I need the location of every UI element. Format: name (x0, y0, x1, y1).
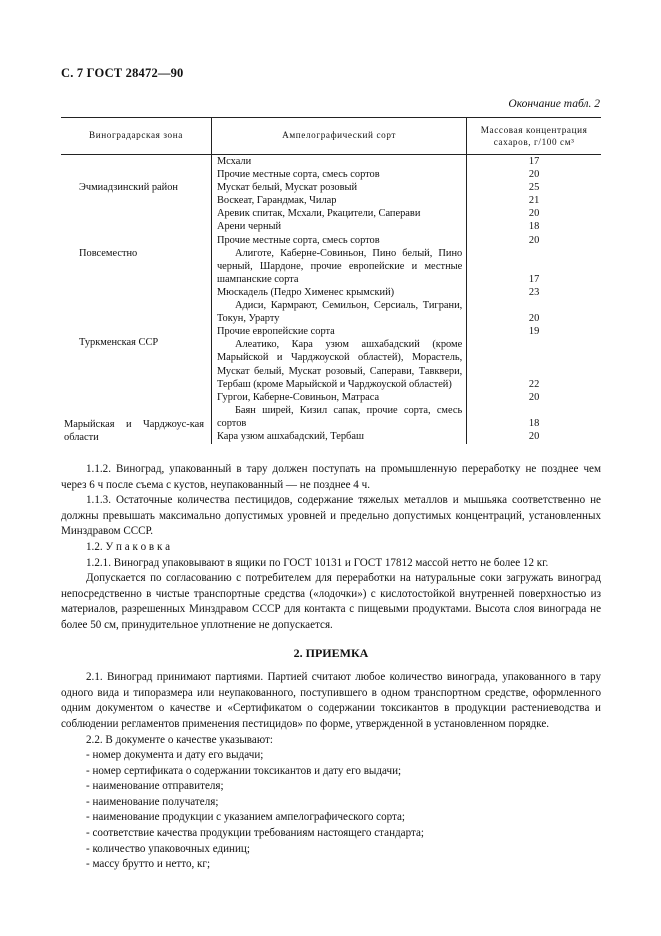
zone-label: Повсеместно (79, 247, 138, 259)
value-cell: 20 (528, 391, 540, 403)
sugar-concentration-table (61, 117, 601, 444)
page-header: С. 7 ГОСТ 28472—90 (61, 66, 184, 80)
table-row (61, 430, 601, 444)
table-header-row (61, 118, 601, 155)
zone-cell (61, 234, 211, 339)
paragraph-1-1-3: 1.1.3. Остаточные количества пестицидов, содержание тяжелых металлов и мышьяка соответственно не должны превышать максимально допустимых уровней и предельно допустимых концентраций, установленных Минздравом СССР. (61, 494, 601, 538)
value-cell: 20 (528, 169, 540, 181)
variety-cell: Кара узюм ашхабадский, Тербаш (211, 430, 466, 444)
list-item: - количество упаковочных единиц; (86, 842, 250, 855)
zone-label: Марыйская и Чарджоус-кая области (64, 418, 204, 444)
value-cell: 21 (528, 195, 540, 207)
table-row (61, 234, 601, 247)
variety-cell: Прочие местные сорта, смесь сортов (211, 234, 466, 247)
variety-cell: Мускат белый, Мускат розовый (211, 181, 466, 194)
variety-cell: Гургои, Каберне-Совиньон, Матраса (211, 391, 466, 404)
body-text (61, 462, 601, 873)
zone-cell (61, 418, 211, 444)
subsection-packaging-heading: 1.2. У п а к о в к а (86, 540, 171, 553)
value-cell: 20 (528, 208, 540, 220)
value-cell: 17 (528, 156, 540, 167)
variety-cell: Алиготе, Каберне-Совиньон, Пино белый, Пино черный, Шардоне, прочие европейские и местные шампанские сорта (211, 247, 466, 286)
variety-cell: Адиси, Кармрают, Семильон, Серсиаль, Тиграни, Токун, Урарту (211, 299, 466, 325)
variety-cell: Прочие местные сорта, смесь сортов (211, 168, 466, 181)
variety-cell: Мюскадель (Педро Хименес крымский) (211, 286, 466, 299)
paragraph-2-1: 2.1. Виноград принимают партиями. Партией считают любое количество винограда, упакованного в тару одного вида и типоразмера или неупакованного, поступившего в одном транспортном средстве, оформленного одним документом о качестве и «Сертификатом о содержании токсикантов в продукции растениеводства и соблюдении регламентов применения пестицидов» по форме, утвержденной в установленном порядке. (61, 671, 601, 730)
zone-label: Туркменская ССР (79, 337, 159, 349)
list-item: - наименование получателя; (86, 795, 219, 808)
paragraph-1-2-1-continued: Допускается по согласованию с потребителем для переработки на натуральные соки загружать виноград непосредственно в чистые транспортные средства («лодочки») с кислотостойкой внутренней поверхностью из материалов, разрешенных Минздравом СССР для контакта с пищевыми продуктами. Высота слоя винограда не более 50 см, принудительное уплотнение не допускается. (61, 572, 601, 631)
paragraph-2-2: 2.2. В документе о качестве указывают: (86, 733, 273, 746)
list-item: - соответствие качества продукции требованиям настоящего стандарта; (86, 827, 424, 840)
list-item: - номер сертификата о содержании токсикантов и дату его выдачи; (86, 764, 402, 777)
variety-cell: Воскеат, Гарандмак, Чилар (211, 194, 466, 207)
variety-cell: Аревик спитак, Мсхали, Ркацители, Саперави (211, 207, 466, 220)
value-cell: 22 (528, 378, 540, 390)
zone-cell (61, 155, 211, 234)
paragraph-1-1-2: 1.1.2. Виноград, упакованный в тару должен поступать на промышленную переработку не позднее чем через 6 ч после съема с кустов, неупакованный — не позднее 4 ч. (61, 463, 601, 491)
zone-label: Эчмиадзинский район (79, 182, 178, 193)
section-heading-acceptance: 2. ПРИЕМКА (293, 645, 369, 660)
variety-cell: Арени черный (211, 220, 466, 233)
column-header-variety: Ампелографический сорт (211, 118, 466, 155)
paragraph-1-2-1: 1.2.1. Виноград упаковывают в ящики по ГОСТ 10131 и ГОСТ 17812 массой нетто не более 12 кг. (86, 556, 549, 569)
value-cell: 18 (528, 417, 540, 429)
zone-cell (61, 338, 211, 430)
column-header-concentration: Массовая концентрация сахаров, г/100 см³ (467, 118, 601, 155)
value-cell: 17 (528, 273, 540, 285)
table-row (61, 338, 601, 390)
variety-cell: Мсхали (211, 155, 466, 169)
list-item: - наименование продукции с указанием ампелографического сорта; (86, 811, 406, 824)
value-cell: 18 (528, 221, 540, 233)
value-cell: 25 (528, 182, 540, 194)
value-cell: 23 (528, 286, 540, 298)
table-caption: Окончание табл. 2 (508, 98, 600, 110)
variety-cell: Прочие европейские сорта (211, 325, 466, 338)
value-cell: 20 (528, 313, 540, 325)
list-item: - номер документа и дату его выдачи; (86, 749, 264, 762)
list-item: - наименование отправителя; (86, 780, 224, 793)
list-item: - массу брутто и нетто, кг; (86, 858, 211, 871)
column-header-zone: Виноградарская зона (61, 118, 211, 155)
table-row (61, 155, 601, 169)
variety-cell: Алеатико, Кара узюм ашхабадский (кроме Марыйской и Чарджоуской областей), Мораcтель, Мускат белый, Мускат розовый, Саперави, Тавквери, Тербаш (кроме Марыйской и Чарджоуской областей) (211, 338, 466, 390)
variety-cell: Баян ширей, Кизил сапак, прочие сорта, смесь сортов (211, 404, 466, 430)
value-cell: 19 (528, 326, 540, 338)
value-cell: 20 (528, 430, 540, 442)
value-cell: 20 (528, 234, 540, 246)
